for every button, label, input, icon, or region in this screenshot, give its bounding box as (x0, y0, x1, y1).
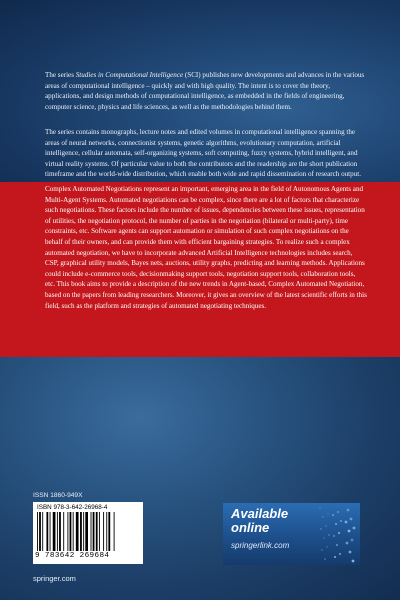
barcode-bar (91, 512, 92, 551)
badge-dot (320, 528, 321, 529)
series-rest: (SCI) publishes new developments and advances in the various areas of computational intelligence – quickly and with high quality. The intent is to cover the theory, applications, and design methods of computational intelligence, as embedded in the fields of engineering, computer science, physics and life sciences, as well as the methodologies behind them. (45, 71, 365, 111)
badge-dot (326, 546, 327, 547)
badge-line-online: online (231, 520, 270, 535)
barcode-bar (114, 512, 115, 551)
badge-dot (322, 516, 323, 517)
barcode-bar (59, 512, 61, 551)
barcode-bar (85, 512, 88, 551)
barcode-bar (96, 512, 98, 551)
badge-dot (351, 539, 354, 542)
barcode-bar (99, 512, 100, 551)
badge-dot (336, 544, 338, 546)
badge-dot (347, 509, 350, 512)
barcode-bar (67, 512, 68, 551)
barcode-bar (42, 512, 43, 551)
badge-dot (325, 525, 326, 526)
badge-dot (334, 556, 336, 558)
badge-dot (353, 527, 356, 530)
barcode-bar (83, 512, 84, 551)
badge-dot (349, 551, 352, 554)
badge-dot (335, 523, 337, 525)
barcode-bar (53, 512, 56, 551)
barcode-bars (37, 512, 139, 551)
series-title: Studies in Computational Intelligence (75, 71, 184, 79)
badge-dot (333, 535, 335, 537)
badge-dot (337, 511, 339, 513)
badge-dot (346, 542, 349, 545)
barcode-bar (50, 512, 51, 551)
barcode-bar (76, 512, 79, 551)
issn-label: ISSN 1860-949X (33, 492, 83, 499)
badge-dot (340, 520, 342, 522)
book-description: Complex Automated Negotiations represent an important, emerging area in the field of Autonomous Agents and Multi-Agent Systems. Automated negotiations can be complex, since there are a lot of factors that characterize such negotiations. These factors include the number of issues, dependencies between these issues, representation of utilities, the negotiation protocol, the number of parties in the negotiation (bilateral or multi-party), time constraints, etc. Software agents can support automation or simulation of such complex negotiations on the behalf of their owners, and can provide them with efficient bargaining strategies. To realize such a complex automated negotiation, we have to incorporate advanced Artificial Intelligence technologies includes search, CSP, graphical utility models, Bayes nets, auctions, utility graphs, predicting and learning methods. Applications could include e-commerce tools, decisionmaking support tools, negotiation support tools, collaboration tools, etc. This book aims to provide a description of the new trends in Agent-based, Complex Automated Negotiation, based on the papers from leading researchers. Moreover, it gives an overview of the latest scientific efforts in this field, such as the platform and strategies of automated negotiating techniques. (45, 185, 367, 310)
barcode-digits: 9 783642 269684 (35, 552, 110, 560)
badge-dot (350, 518, 353, 521)
barcode-bar (106, 512, 107, 551)
barcode-bar (39, 512, 41, 551)
barcode-bar (73, 512, 74, 551)
barcode-bar (57, 512, 58, 551)
badge-line-available: Available (231, 506, 289, 521)
badge-dot (323, 537, 324, 538)
badge-dot (345, 521, 348, 524)
barcode-bar (63, 512, 64, 551)
badge-dot (319, 507, 320, 508)
barcode-bar (80, 512, 82, 551)
badge-dot (339, 553, 341, 555)
isbn-text: ISBN 978-3-642-26968-4 (37, 504, 108, 511)
barcode-bar (103, 512, 104, 551)
badge-dot (348, 530, 351, 533)
badge-dot (338, 532, 340, 534)
series-prefix: The series (45, 71, 76, 79)
available-online-badge (223, 503, 360, 565)
badge-dot (321, 549, 322, 550)
series-scope-paragraph: The series contains monographs, lecture notes and edited volumes in computational intelligence spanning the areas of neural networks, connectionist systems, genetic algorithms, evolutionary computation, artificial intelligence, cellular automata, self-organizing systems, soft computing, fuzzy systems, hybrid intelligent, and virtual reality systems. Of particular value to both the contributors and the readership are the short publication timeframe and the world-wide distribution, which enable both wide and rapid dissemination of research output. (45, 128, 361, 179)
isbn-barcode (33, 502, 143, 564)
barcode-bar (70, 512, 72, 551)
publisher-url: springer.com (33, 574, 76, 583)
dot-pattern-icon (314, 503, 360, 565)
barcode-bar (37, 512, 38, 551)
badge-dot (324, 558, 325, 559)
badge-dot (327, 513, 328, 514)
badge-dot (328, 534, 329, 535)
barcode-bar (46, 512, 48, 551)
badge-url: springerlink.com (231, 541, 290, 550)
badge-dot (332, 514, 334, 516)
badge-dot (352, 560, 355, 563)
barcode-bar (108, 512, 110, 551)
series-description (45, 70, 365, 112)
barcode-bar (93, 512, 95, 551)
